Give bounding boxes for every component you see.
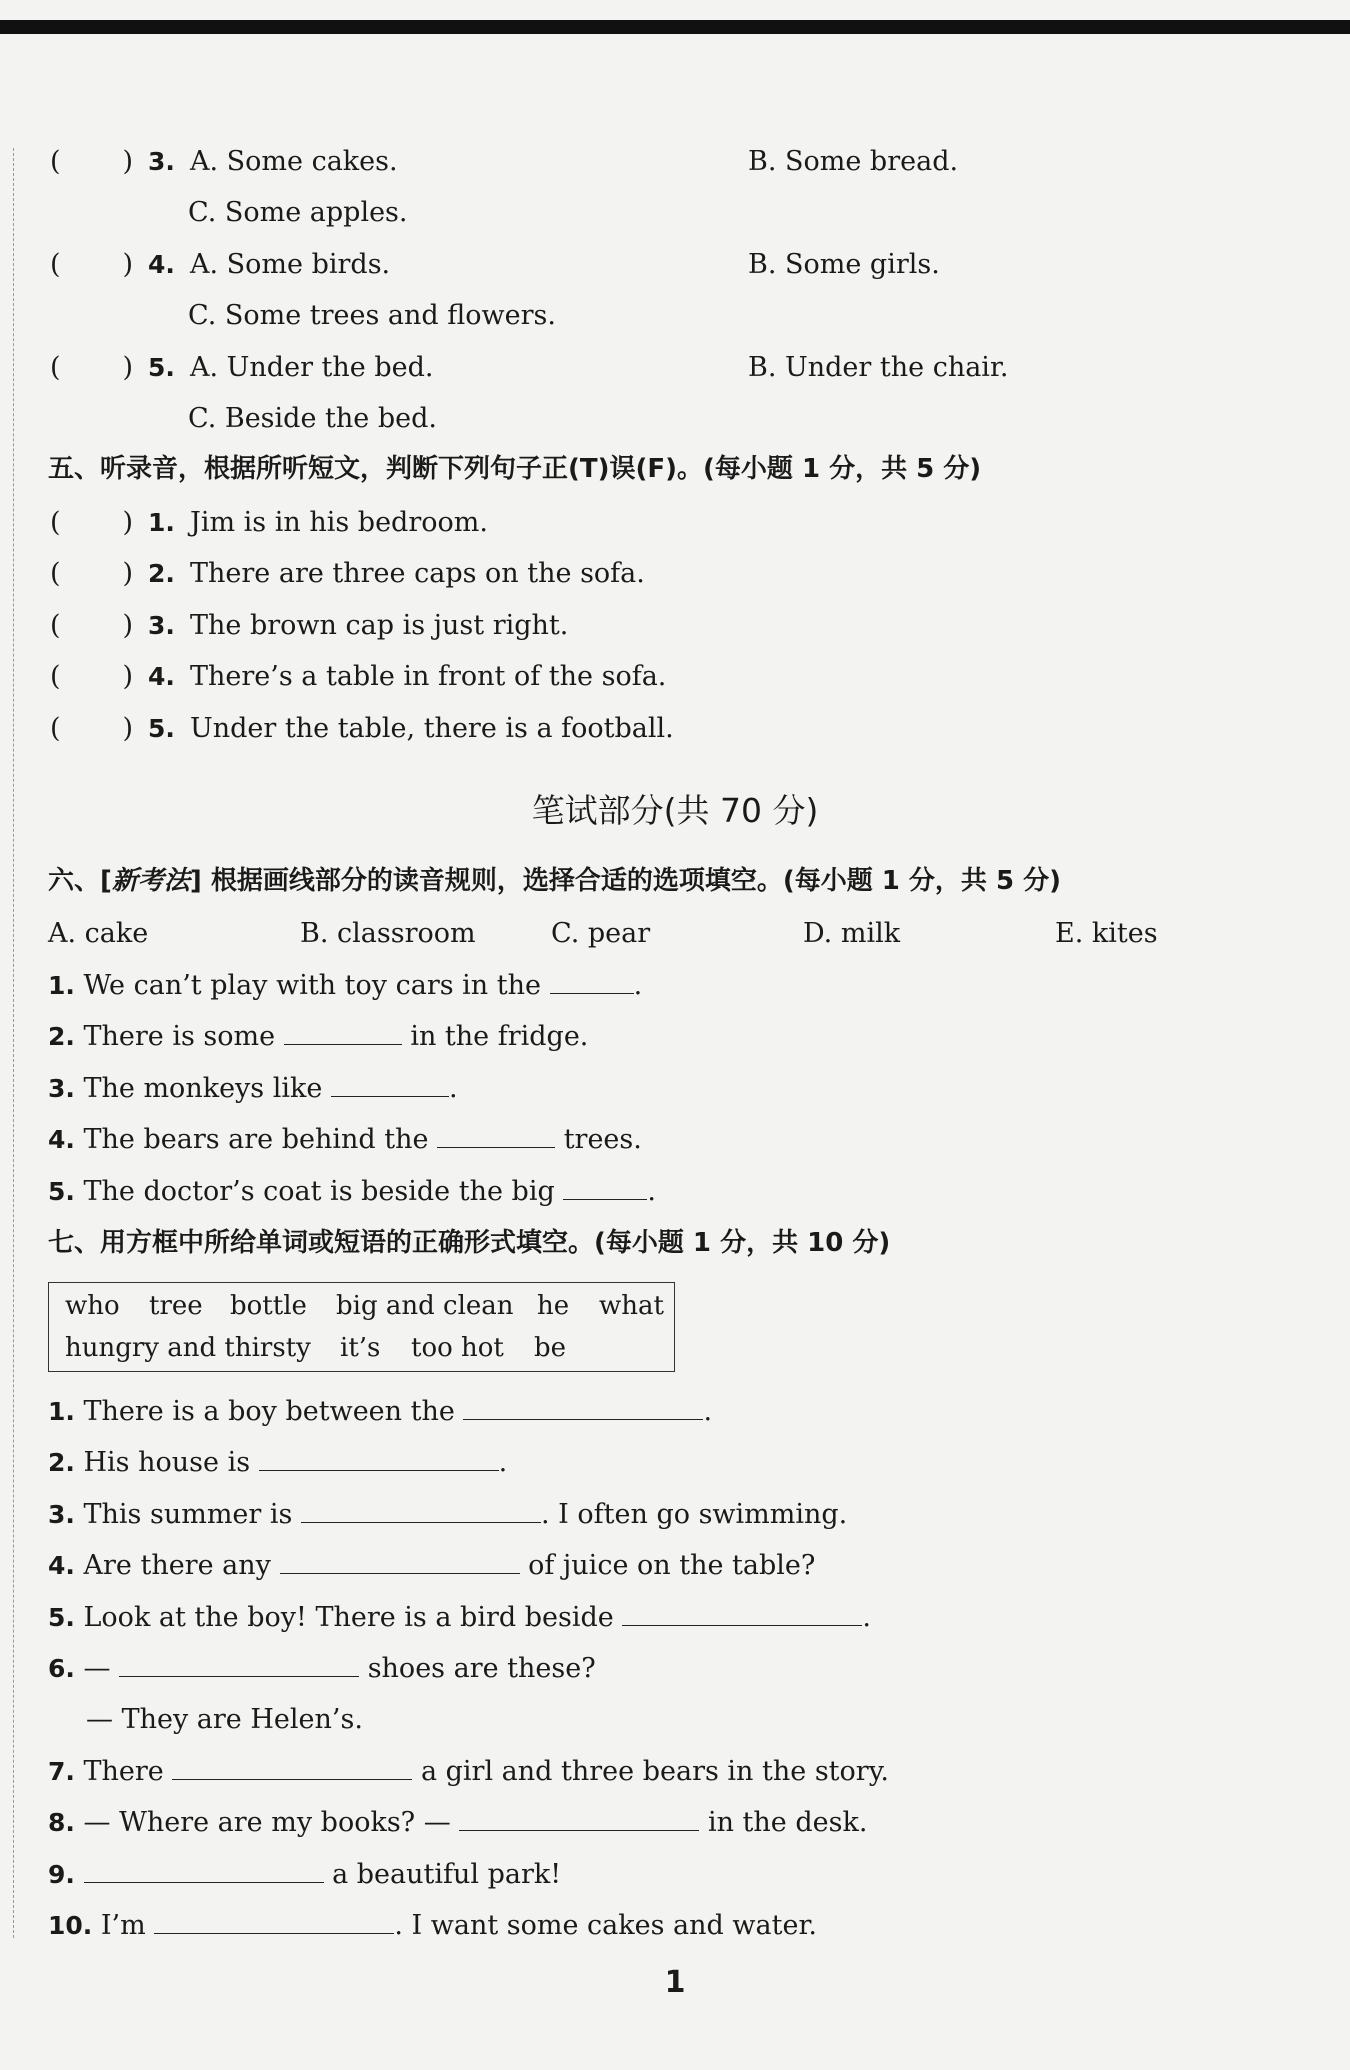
answer-bracket[interactable]: ( ): [50, 146, 134, 177]
fill-blank-item: 5. The doctor’s coat is beside the big .: [48, 1173, 656, 1211]
answer-blank[interactable]: [284, 1018, 402, 1045]
answer-blank[interactable]: [563, 1173, 647, 1200]
fill-blank-item: 4. The bears are behind the trees.: [48, 1121, 642, 1159]
binding-margin-line: [13, 148, 14, 1938]
answer-bracket[interactable]: ( ): [50, 352, 134, 383]
fill-blank-item: 2. There is some in the fridge.: [48, 1018, 588, 1056]
answer-blank[interactable]: [437, 1121, 555, 1148]
top-border: [0, 20, 1350, 34]
answer-blank[interactable]: [84, 1856, 324, 1883]
fill-blank-item: 6. — shoes are these?: [48, 1650, 596, 1688]
answer-blank[interactable]: [172, 1753, 412, 1780]
fill-blank-item: 2. His house is .: [48, 1444, 507, 1482]
answer-blank[interactable]: [550, 967, 634, 994]
answer-blank[interactable]: [154, 1907, 394, 1934]
word-bank-box: who tree bottle big and clean he what hungry and thirsty it’s too hot be: [48, 1282, 675, 1372]
fill-blank-item: 4. Are there any of juice on the table?: [48, 1547, 815, 1585]
answer-bracket[interactable]: ( ): [50, 558, 134, 589]
answer-bracket[interactable]: ( ): [50, 661, 134, 692]
fill-blank-item: 8. — Where are my books? — in the desk.: [48, 1804, 867, 1842]
answer-blank[interactable]: [259, 1444, 499, 1471]
fill-blank-item: 7. There a girl and three bears in the story.: [48, 1753, 889, 1791]
section-6-heading: 六、[新考法] 根据画线部分的读音规则，选择合适的选项填空。(每小题 1 分，共 5 分): [48, 866, 1061, 896]
fill-blank-item: 5. Look at the boy! There is a bird beside .: [48, 1599, 871, 1637]
fill-blank-item: 9. a beautiful park!: [48, 1856, 561, 1894]
answer-blank[interactable]: [463, 1393, 703, 1420]
new-method-tag: 新考法: [111, 866, 190, 896]
answer-blank[interactable]: [119, 1650, 359, 1677]
section-5-heading: 五、听录音，根据所听短文，判断下列句子正(T)误(F)。(每小题 1 分，共 5 分): [48, 454, 982, 484]
fill-blank-item: 10. I’m . I want some cakes and water.: [48, 1907, 817, 1945]
answer-bracket[interactable]: ( ): [50, 610, 134, 641]
answer-blank[interactable]: [301, 1496, 541, 1523]
answer-bracket[interactable]: ( ): [50, 713, 134, 744]
fill-blank-item: 1. There is a boy between the .: [48, 1393, 712, 1431]
answer-blank[interactable]: [280, 1547, 520, 1574]
fill-blank-item: 1. We can’t play with toy cars in the .: [48, 967, 642, 1005]
fill-blank-item: 3. This summer is . I often go swimming.: [48, 1496, 847, 1534]
answer-bracket[interactable]: ( ): [50, 249, 134, 280]
answer-blank[interactable]: [331, 1070, 449, 1097]
answer-blank[interactable]: [622, 1599, 862, 1626]
page-number: 1: [664, 1965, 686, 2000]
answer-blank[interactable]: [459, 1804, 699, 1831]
written-part-title: 笔试部分(共 70 分): [531, 791, 819, 830]
answer-bracket[interactable]: ( ): [50, 507, 134, 538]
section-7-heading: 七、用方框中所给单词或短语的正确形式填空。(每小题 1 分，共 10 分): [48, 1228, 891, 1258]
fill-blank-item: 3. The monkeys like .: [48, 1070, 458, 1108]
dialogue-reply: — They are Helen’s.: [86, 1704, 363, 1735]
